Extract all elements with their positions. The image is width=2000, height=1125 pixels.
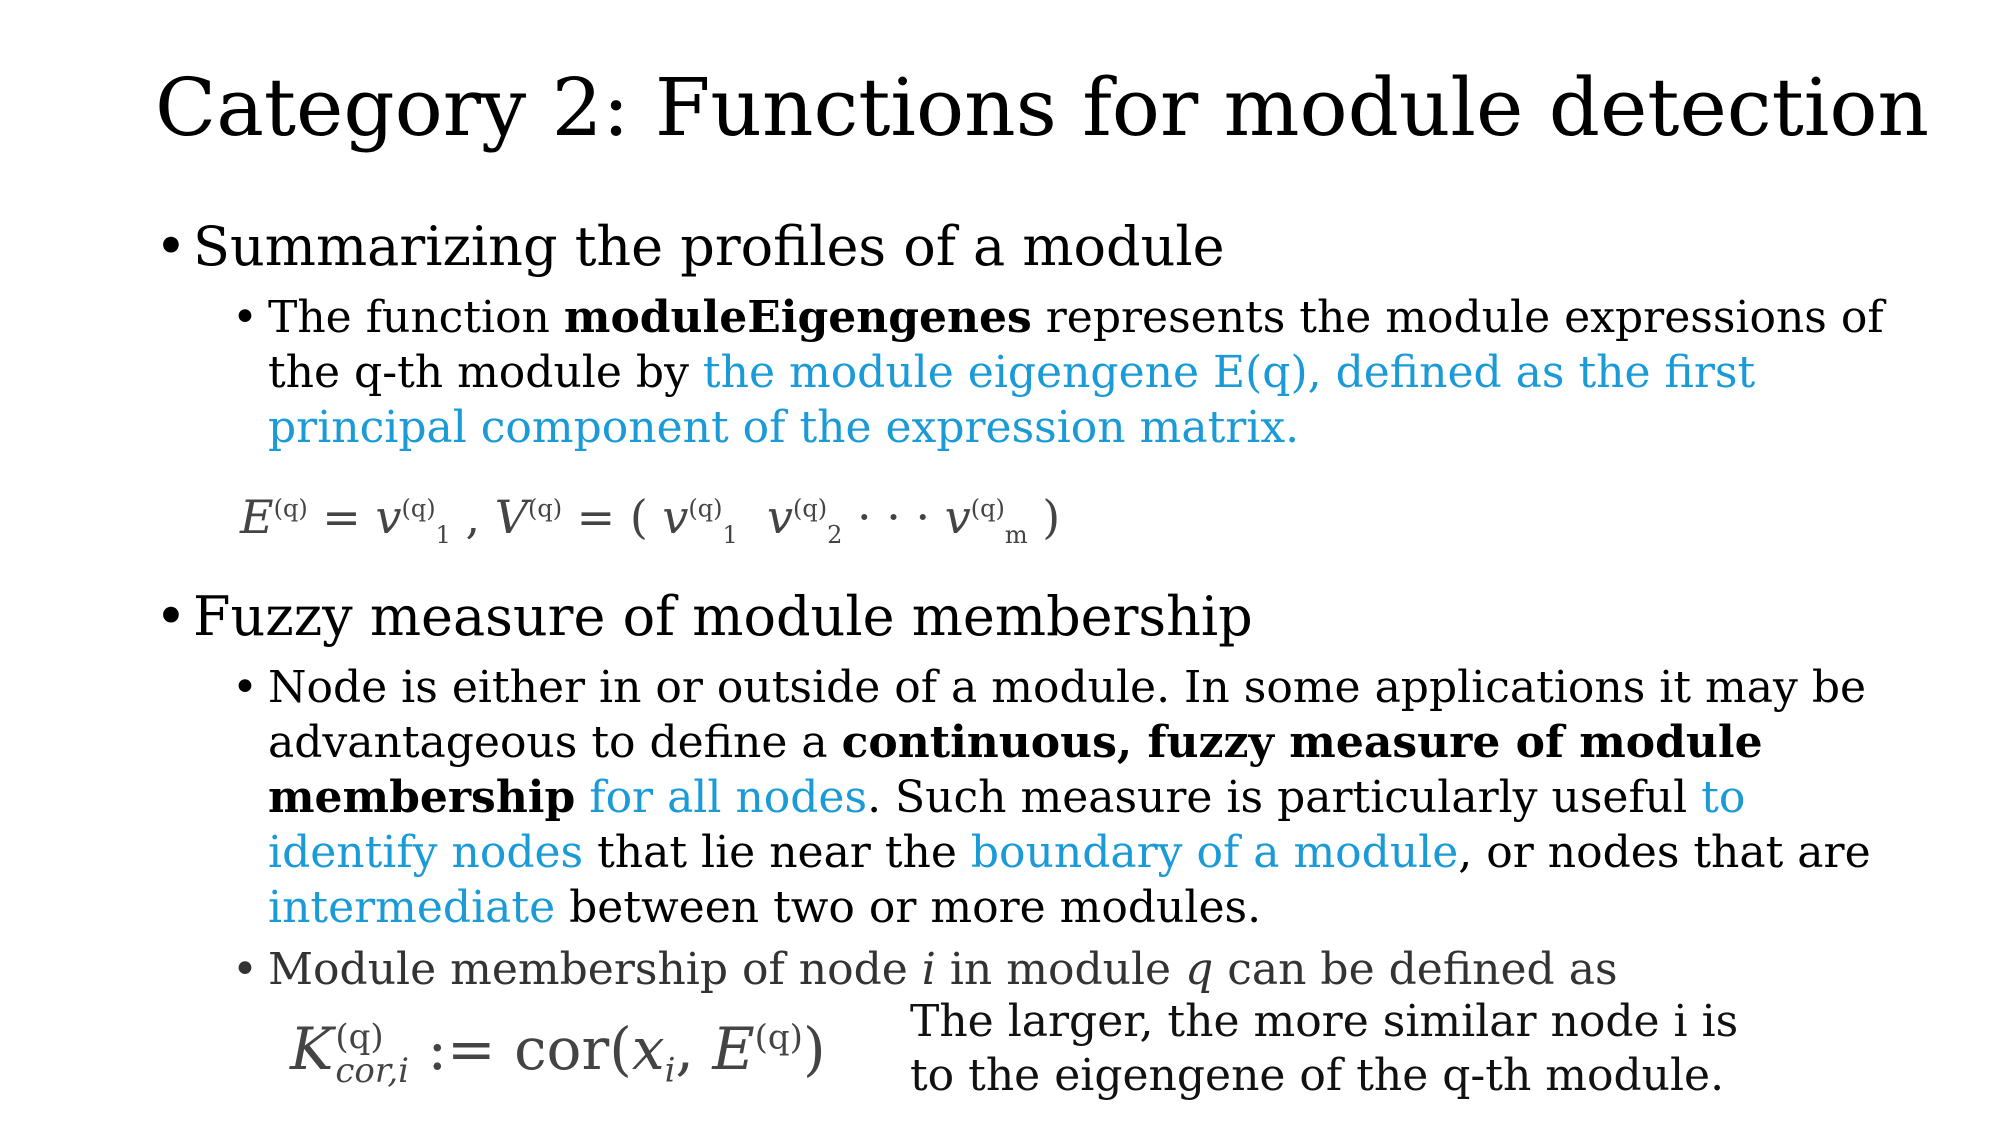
sub: m bbox=[1004, 521, 1028, 550]
sub: 2 bbox=[827, 521, 843, 550]
sup: (q) bbox=[335, 1016, 384, 1057]
highlight-text: for all nodes bbox=[575, 772, 868, 823]
comma: , bbox=[675, 1015, 713, 1083]
close-paren: ) bbox=[802, 1015, 826, 1083]
sub: i bbox=[664, 1050, 676, 1091]
text: Node is either in or outside of a module. In some applications it may be advantageous to define a bbox=[268, 662, 1867, 768]
highlight-text: the module eigengene E(q), defined as the first principal component of the expression matrix. bbox=[268, 347, 1756, 453]
bullet-dot: • bbox=[232, 292, 258, 343]
sub-bullet-module-eigengenes bbox=[232, 290, 1892, 455]
bullet-heading: Fuzzy measure of module membership bbox=[193, 585, 1253, 648]
text: between two or more modules. bbox=[555, 882, 1262, 933]
highlight-text: boundary of a module bbox=[970, 827, 1459, 878]
text: that lie near the bbox=[583, 827, 971, 878]
sup: (q) bbox=[273, 494, 308, 523]
var-q: q bbox=[1185, 944, 1214, 995]
assign: := cor( bbox=[409, 1015, 632, 1083]
symbol-V: V bbox=[494, 490, 528, 544]
symbol-E: E bbox=[240, 490, 274, 544]
text: . Such measure is particularly useful bbox=[867, 772, 1702, 823]
sub-bullet-node-membership bbox=[232, 660, 1892, 935]
separator: , bbox=[450, 490, 495, 544]
text: The function bbox=[268, 292, 564, 343]
var-i: i bbox=[921, 944, 936, 995]
slide-title: Category 2: Functions for module detection bbox=[155, 61, 1930, 154]
sup: (q) bbox=[401, 494, 436, 523]
sub-bullet-membership-definition bbox=[232, 942, 1892, 997]
sup: (q) bbox=[527, 494, 563, 523]
text: represents the module expressions of the q-th module by bbox=[268, 292, 1884, 398]
bullet-dot: • bbox=[155, 585, 187, 648]
symbol-v: v bbox=[375, 490, 402, 544]
symbol-x: x bbox=[631, 1015, 665, 1083]
text: in module bbox=[935, 944, 1186, 995]
symbol-v: v bbox=[767, 490, 794, 544]
formula-note: The larger, the more similar node i is to the eigengene of the q-th module. bbox=[910, 996, 1739, 1101]
sub: 1 bbox=[722, 521, 738, 550]
eigengene-formula bbox=[240, 490, 1060, 549]
symbol-E: E bbox=[712, 1015, 755, 1083]
sub: cor,i bbox=[335, 1050, 410, 1091]
sup: (q) bbox=[754, 1017, 803, 1058]
bullet-summarizing-profiles bbox=[155, 215, 1225, 279]
ellipsis: · · · bbox=[842, 490, 945, 544]
script-stack bbox=[335, 1016, 410, 1091]
highlight-text: intermediate bbox=[268, 882, 556, 933]
function-name: moduleEigengenes bbox=[563, 292, 1032, 343]
symbol-v: v bbox=[662, 490, 689, 544]
sup: (q) bbox=[793, 494, 828, 523]
open-paren: = ( bbox=[562, 490, 663, 544]
sup: (q) bbox=[688, 494, 723, 523]
bold-term: continuous, fuzzy measure of module membership bbox=[268, 717, 1763, 823]
sup: (q) bbox=[970, 494, 1005, 523]
symbol-K: K bbox=[290, 1015, 334, 1083]
bullet-heading: Summarizing the profiles of a module bbox=[193, 215, 1225, 278]
equals: = bbox=[307, 490, 376, 544]
text: Module membership of node bbox=[268, 944, 922, 995]
text: can be defined as bbox=[1213, 944, 1618, 995]
symbol-v: v bbox=[944, 490, 971, 544]
membership-formula bbox=[290, 1015, 826, 1091]
bullet-dot: • bbox=[232, 662, 258, 713]
close-paren: ) bbox=[1027, 490, 1061, 544]
bullet-dot: • bbox=[155, 215, 187, 278]
sub: 1 bbox=[435, 521, 451, 550]
bullet-fuzzy-measure bbox=[155, 585, 1253, 649]
bullet-dot: • bbox=[232, 944, 258, 995]
text: , or nodes that are bbox=[1458, 827, 1871, 878]
highlight-text: to identify nodes bbox=[268, 772, 1746, 878]
